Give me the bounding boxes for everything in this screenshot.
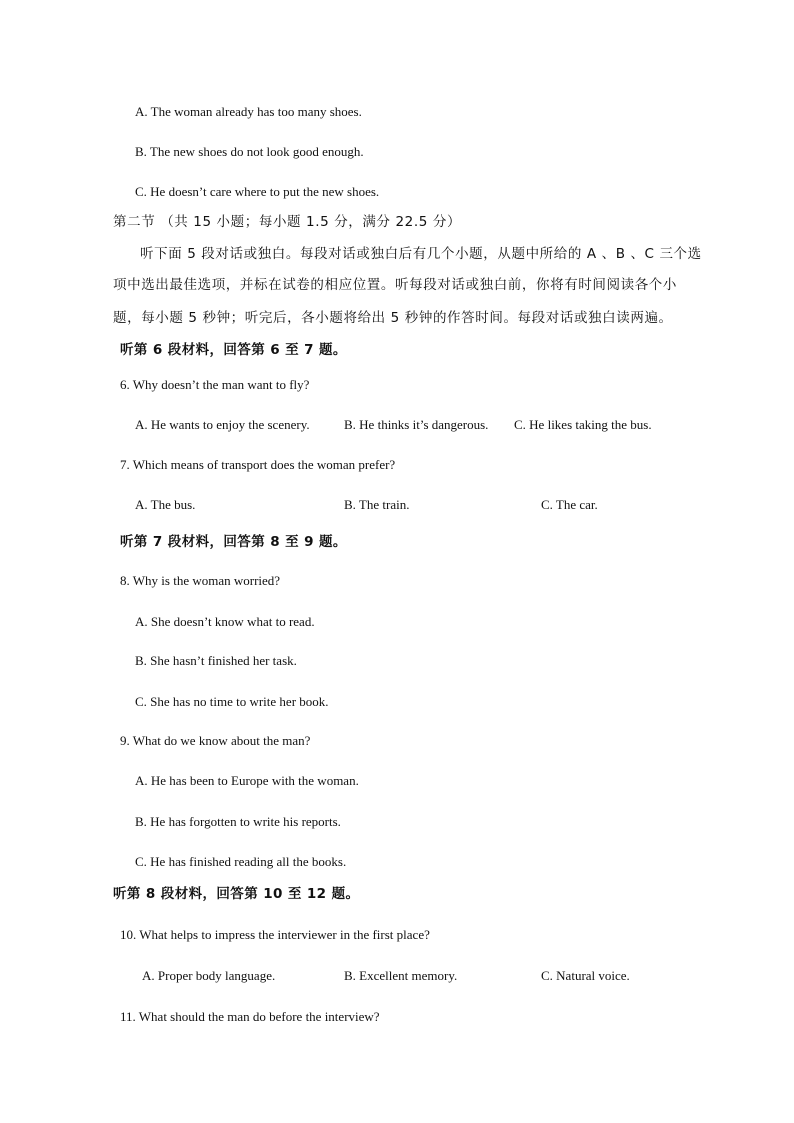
instructions-line-1: 听下面 5 段对话或独白。每段对话或独白后有几个小题，从题中所给的 A 、B 、C 三个选 — [140, 246, 702, 262]
group-6-heading: 听第 6 段材料，回答第 6 至 7 题。 — [120, 342, 347, 358]
question-6-stem: 6. Why doesn’t the man want to fly? — [120, 377, 310, 392]
group-8-heading: 听第 8 段材料，回答第 10 至 12 题。 — [113, 886, 360, 902]
question-7-option-a: A. The bus. — [135, 497, 196, 512]
question-8-option-b: B. She hasn’t finished her task. — [135, 653, 297, 668]
question-6-option-a: A. He wants to enjoy the scenery. — [135, 417, 310, 432]
instructions-line-2: 项中选出最佳选项，并标在试卷的相应位置。听每段对话或独白前，你将有时间阅读各个小 — [113, 277, 677, 293]
question-7-stem: 7. Which means of transport does the woman prefer? — [120, 457, 396, 472]
question-8-option-a: A. She doesn’t know what to read. — [135, 614, 315, 629]
question-8-stem: 8. Why is the woman worried? — [120, 573, 281, 588]
group-7-heading: 听第 7 段材料，回答第 8 至 9 题。 — [120, 534, 347, 550]
question-10-option-a: A. Proper body language. — [142, 968, 276, 983]
question-6-option-c: C. He likes taking the bus. — [514, 417, 652, 432]
question-9-option-c: C. He has finished reading all the books. — [135, 854, 347, 869]
q5-option-a: A. The woman already has too many shoes. — [135, 104, 362, 119]
question-9-stem: 9. What do we know about the man? — [120, 733, 311, 748]
question-10-stem: 10. What helps to impress the interviewer in the first place? — [120, 927, 430, 942]
q5-option-b: B. The new shoes do not look good enough. — [135, 144, 364, 159]
question-8-option-c: C. She has no time to write her book. — [135, 694, 329, 709]
question-6-option-b: B. He thinks it’s dangerous. — [344, 417, 489, 432]
question-9-option-a: A. He has been to Europe with the woman. — [135, 773, 359, 788]
section2-title: 第二节 （共 15 小题；每小题 1.5 分，满分 22.5 分） — [113, 214, 462, 230]
question-7-option-c: C. The car. — [541, 497, 598, 512]
question-10-option-c: C. Natural voice. — [541, 968, 630, 983]
question-9-option-b: B. He has forgotten to write his reports. — [135, 814, 341, 829]
instructions-line-3: 题，每小题 5 秒钟；听完后，各小题将给出 5 秒钟的作答时间。每段对话或独白读两遍。 — [113, 310, 673, 326]
question-11-stem: 11. What should the man do before the interview? — [120, 1009, 380, 1024]
q5-option-c: C. He doesn’t care where to put the new shoes. — [135, 184, 380, 199]
question-10-option-b: B. Excellent memory. — [344, 968, 458, 983]
question-7-option-b: B. The train. — [344, 497, 410, 512]
